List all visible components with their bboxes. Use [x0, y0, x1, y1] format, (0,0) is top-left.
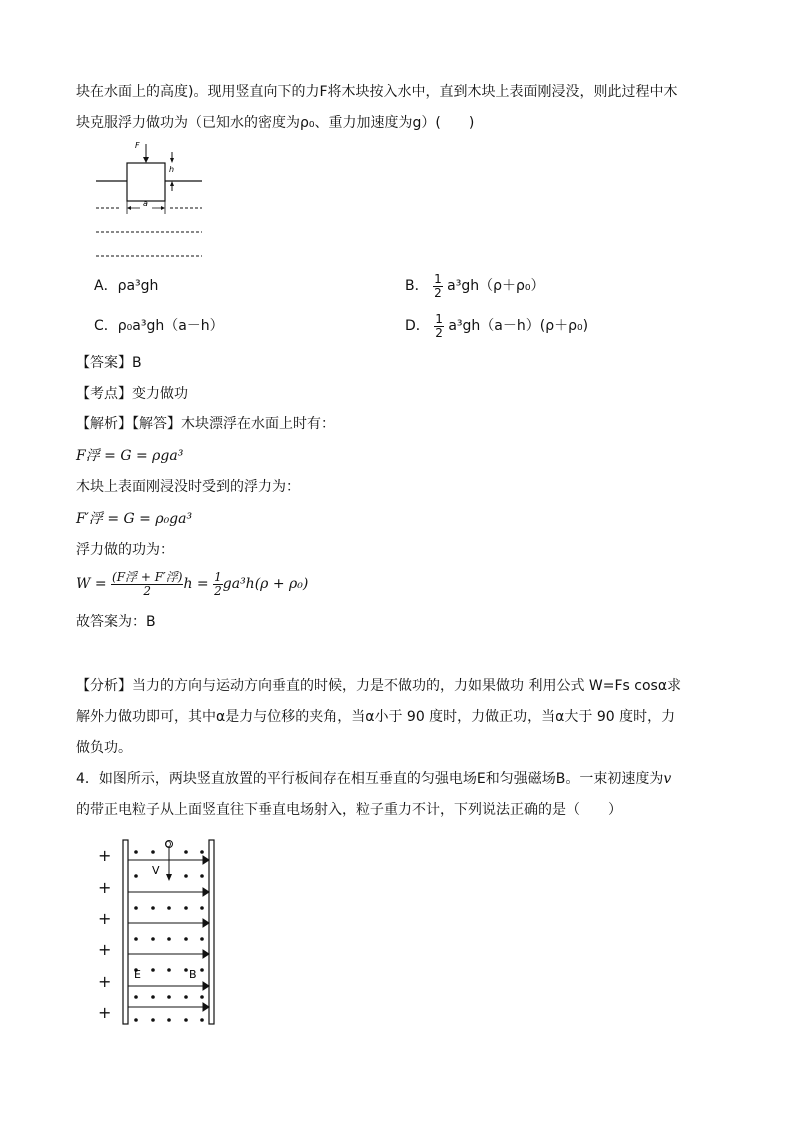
eq3-lhs: W = [76, 576, 107, 592]
svg-text:+: + [98, 909, 112, 928]
label-o: O [165, 840, 172, 849]
q3-stem-line2: 块克服浮力做功为（已知水的密度为ρ₀、重力加速度为g）( ) [76, 115, 475, 131]
equation-2: F′浮 = G = ρ₀ga³ [76, 511, 193, 527]
label-v: V [152, 864, 160, 877]
option-d-fraction: $\frac{1}{2}$ [435, 311, 443, 340]
svg-text:+: + [98, 940, 112, 959]
eq3-half: $\frac{1}{2}$ [214, 569, 222, 598]
q3-stem-line1: 块在水面上的高度)。现用竖直向下的力F将木块按入水中，直到木块上表面刚浸没，则此过程中木 [76, 84, 678, 100]
jiexi-line [76, 414, 335, 434]
fenxi-line1: 【分析】当力的方向与运动方向垂直的时候，力是不做功的，力如果做功 利用公式 W=Fs cosα求 [76, 678, 682, 694]
svg-text:+: + [98, 878, 112, 897]
eq3-mid: h = [183, 576, 209, 592]
plus-signs [98, 846, 111, 1022]
option-c-label: C． [94, 318, 118, 334]
jiexi-intro: 木块漂浮在水面上时有： [181, 416, 335, 432]
eq3-rhs: ga³h(ρ + ρ₀) [222, 576, 309, 592]
width-label: a [143, 199, 148, 208]
option-b[interactable] [405, 269, 545, 303]
fenxi-tag: 【分析】 [76, 678, 132, 694]
text-3: 浮力做的功为： [76, 542, 174, 558]
svg-text:+: + [98, 972, 112, 991]
kaodian-tag: 【考点】 [76, 386, 132, 402]
kaodian-value: 变力做功 [132, 386, 188, 402]
equation-3 [76, 566, 308, 602]
svg-text:+: + [98, 846, 112, 865]
q4-stem-line1: 4．如图所示，两块竖直放置的平行板间存在相互垂直的匀强电场E和匀强磁场B。一束初速度为v [76, 771, 672, 787]
label-b: B [189, 968, 197, 981]
q4-velocity-symbol: v [663, 771, 672, 787]
answer-value: B [132, 355, 142, 371]
option-d[interactable] [405, 309, 588, 343]
label-e: E [134, 968, 141, 981]
conclusion: 故答案为：B [76, 614, 156, 630]
kaodian-line [76, 384, 188, 404]
option-a-text: ρa³gh [117, 278, 159, 294]
option-b-text: a³gh（ρ＋ρ₀） [447, 278, 545, 294]
force-label: F [135, 141, 140, 150]
option-b-label: B． [405, 278, 429, 294]
eq3-fraction: $\frac{\text{(F浮 + F′浮)}}{2}$ [112, 569, 183, 598]
jiexi-tag: 【解析】【解答】 [76, 416, 181, 432]
answer-tag: 【答案】 [76, 355, 132, 371]
option-a-label: A． [94, 278, 118, 294]
option-a[interactable] [94, 276, 158, 296]
svg-text:+: + [98, 1003, 112, 1022]
q3-figure-block-in-water [90, 138, 220, 263]
fenxi-line2: 解外力做功即可，其中α是力与位移的夹角，当α小于 90 度时，力做正功，当α大于 90 度时，力 [76, 709, 676, 725]
option-b-fraction: $\frac{1}{2}$ [434, 271, 442, 300]
q4-figure-plates [95, 838, 225, 1028]
option-d-label: D． [405, 318, 430, 334]
text-2: 木块上表面刚浸没时受到的浮力为： [76, 479, 300, 495]
option-c-text: ρ₀a³gh（a－h） [117, 318, 224, 334]
fenxi-line3: 做负功。 [76, 740, 132, 756]
height-label: h [169, 165, 175, 174]
option-c[interactable] [94, 316, 224, 336]
q4-stem-line2: 的带正电粒子从上面竖直往下垂直电场射入，粒子重力不计，下列说法正确的是（ ） [76, 802, 622, 818]
option-d-text: a³gh（a－h）(ρ＋ρ₀) [448, 318, 589, 334]
equation-1: F浮 = G = ρga³ [76, 448, 184, 464]
answer-line [76, 353, 142, 373]
